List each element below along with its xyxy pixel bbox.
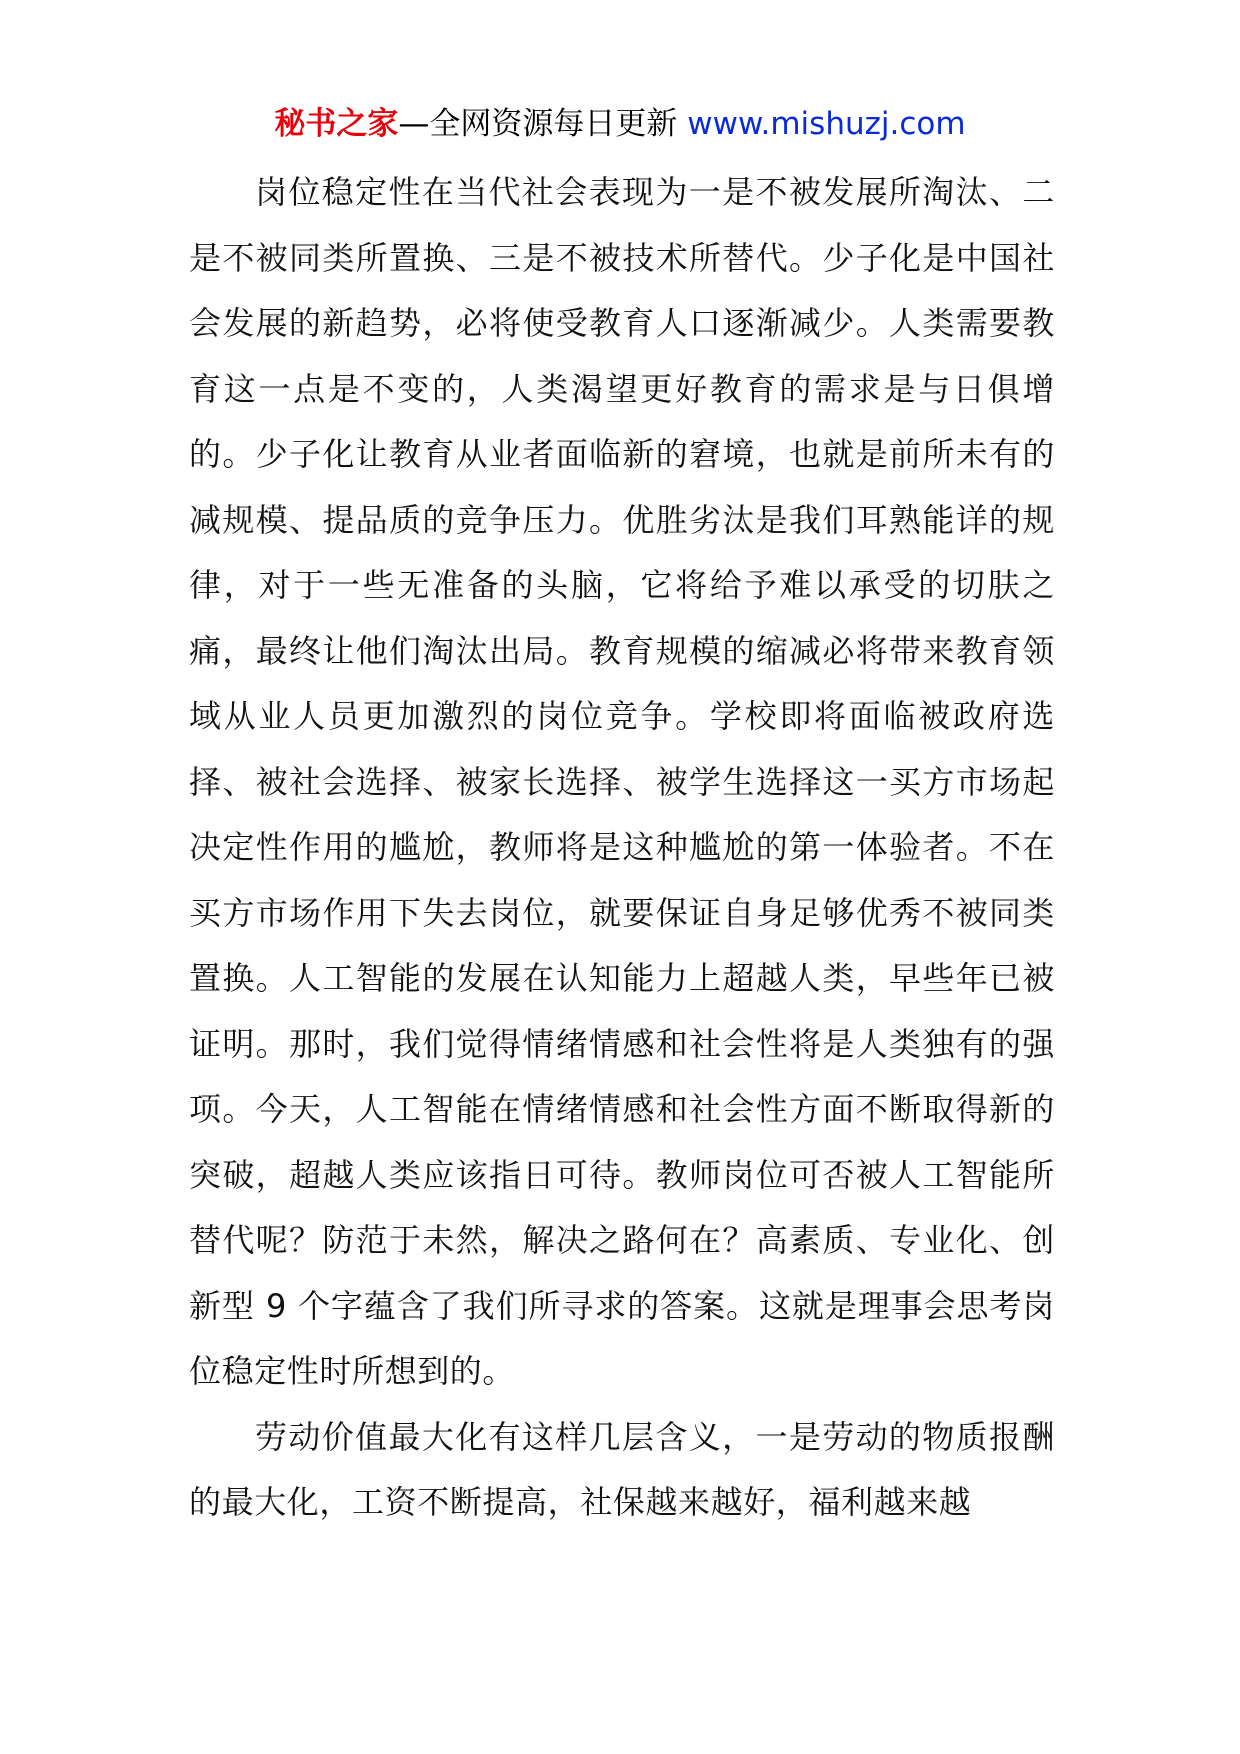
header-slogan: —全网资源每日更新 [398, 106, 678, 142]
paragraph-job-stability: 岗位稳定性在当代社会表现为一是不被发展所淘汰、二是不被同类所置换、三是不被技术所替代。少子化是中国社会发展的新趋势，必将使受教育人口逐渐减少。人类需要教育这一点是不变的，人类渴望更好教育的需求是与日俱增的。少子化让教育从业者面临新的窘境，也就是前所未有的减规模、提品质的竞争压力。优胜劣汰是我们耳熟能详的规律，对于一些无准备的头脑，它将给予难以承受的切肤之痛，最终让他们淘汰出局。教育规模的缩减必将带来教育领域从业人员更加激烈的岗位竞争。学校即将面临被政府选择、被社会选择、被家长选择、被学生选择这一买方市场起决定性作用的尴尬，教师将是这种尴尬的第一体验者。不在买方市场作用下失去岗位，就要保证自身足够优秀不被同类置换。人工智能的发展在认知能力上超越人类，早些年已被证明。那时，我们觉得情绪情感和社会性将是人类独有的强项。今天，人工智能在情绪情感和社会性方面不断取得新的突破，超越人类应该指日可待。教师岗位可否被人工智能所替代呢？防范于未然，解决之路何在？高素质、专业化、创新型 9 个字蕴含了我们所寻求的答案。这就是理事会思考岗位稳定性时所想到的。 [189, 173, 1055, 1390]
website-url[interactable]: www.mishuzj.com [687, 106, 966, 142]
paragraph-labor-value: 劳动价值最大化有这样几层含义，一是劳动的物质报酬的最大化，工资不断提高，社保越来越好，福利越来越 [189, 1417, 1055, 1521]
brand-name: 秘书之家 [274, 106, 399, 142]
page-header [0, 100, 1240, 148]
document-body [189, 160, 1055, 1536]
